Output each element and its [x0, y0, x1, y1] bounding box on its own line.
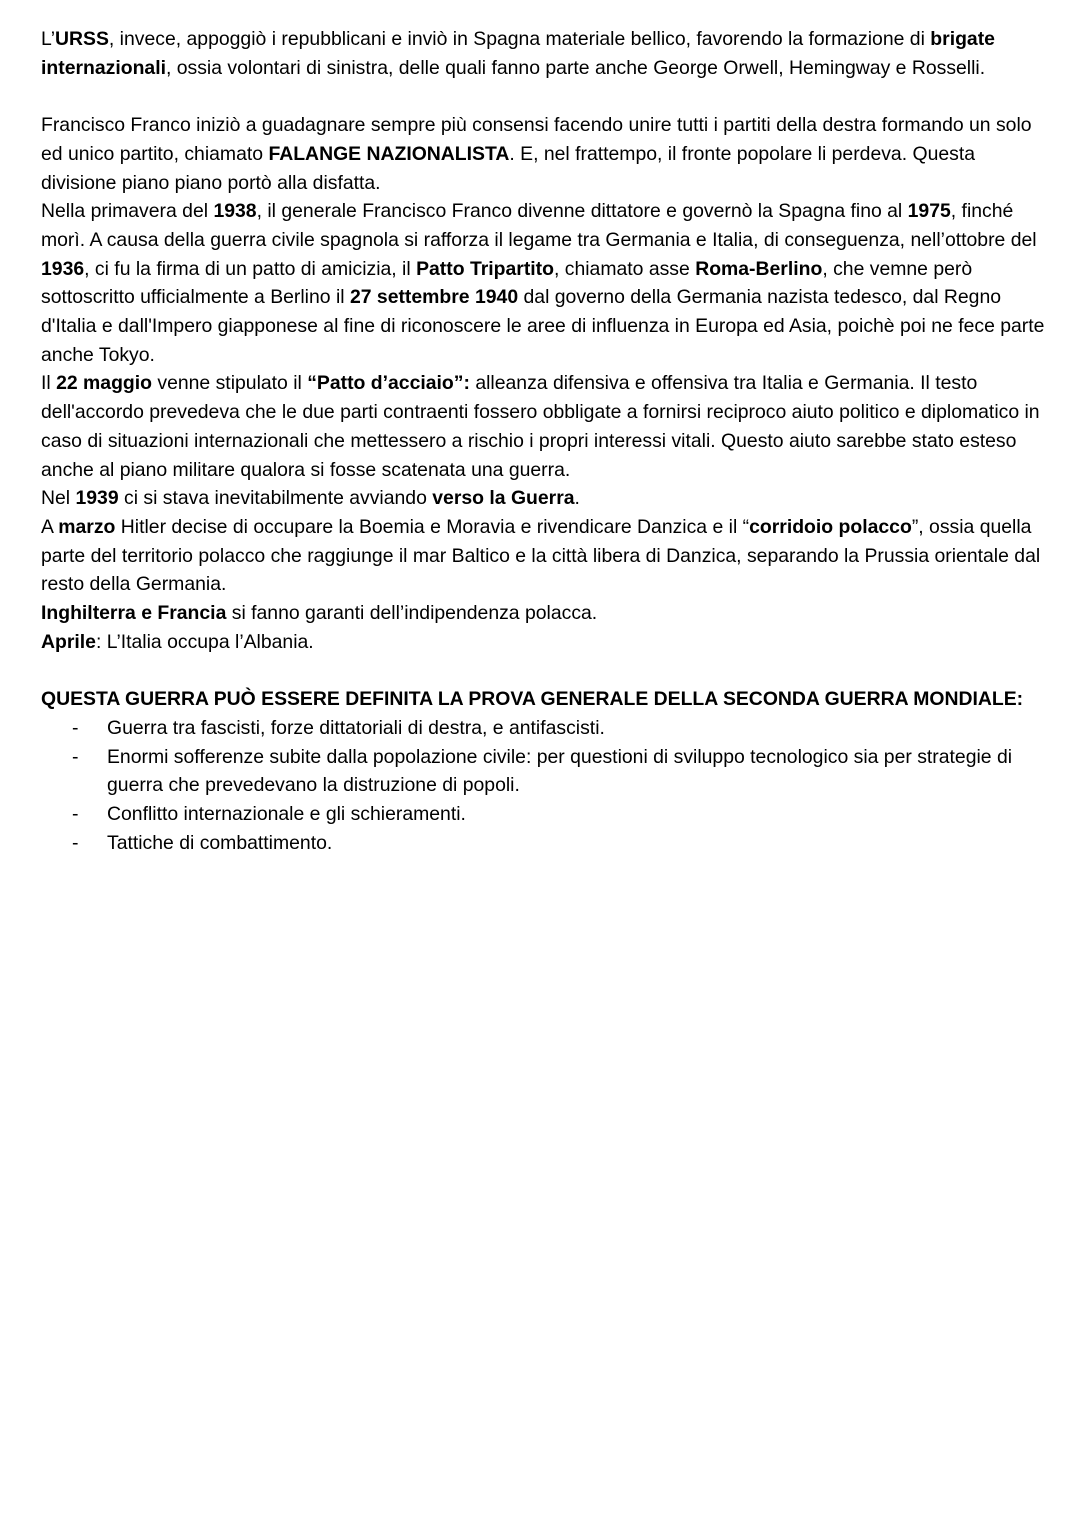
bullet-item [41, 743, 1050, 800]
text-segment: , il generale Francisco Franco divenne dittatore e governò la Spagna fino al [256, 200, 908, 223]
bold-text: verso la Guerra [432, 487, 575, 510]
bold-text: URSS [55, 28, 109, 50]
bold-text: 1938 [213, 200, 257, 223]
bullet-text: Tattiche di combattimento. [107, 831, 333, 854]
section-heading: QUESTA GUERRA PUÒ ESSERE DEFINITA LA PROVA GENERALE DELLA SECONDA GUERRA MONDIALE: [41, 688, 1024, 711]
text-segment: . [574, 487, 580, 510]
bullet-item [41, 800, 1050, 829]
text-segment: , invece, appoggiò i repubblicani e inviò in Spagna materiale bellico, favorendo la formazione di [108, 28, 931, 50]
bullet-text: Enormi sofferenze subite dalla popolazione civile: per questioni di sviluppo tecnologico sia per strategie di guerra che prevedevano la distruzione di popoli. [107, 745, 1013, 797]
bold-text: 1936 [41, 257, 85, 280]
paragraph [41, 25, 1050, 82]
bullet-text: Guerra tra fascisti, forze dittatoriali di destra, e antifascisti. [107, 716, 605, 739]
text-segment: ”, ossia quella parte del territorio polacco che raggiunge il mar Baltico e la città libera di Danzica, separando la Prussia orientale dal resto della Germania. [41, 515, 1041, 596]
document-body [41, 25, 1050, 685]
paragraph [41, 513, 1050, 599]
bold-text: Roma-Berlino [695, 257, 823, 280]
paragraph [41, 484, 1050, 513]
text-segment: , finché morì. A causa della guerra civile spagnola si rafforza il legame tra Germania e Italia, di conseguenza, nell’ottobre del [41, 200, 1037, 251]
text-segment: venne stipulato il [152, 372, 308, 395]
bullet-dash-icon: - [72, 716, 79, 739]
text-segment: alleanza difensiva e offensiva tra Italia e Germania. Il testo dell'accordo prevedeva che le due parti contraenti fossero obbligate a fornirsi reciproco aiuto politico e diplomatico in caso di situazioni internazionali che mettessero a rischio i propri interessi vitali. Questo aiuto sarebbe stato esteso anche al piano militare qualora si fosse scatenata una guerra. [41, 372, 1040, 481]
paragraph-spacer [41, 656, 1050, 685]
bullet-dash-icon: - [72, 831, 79, 854]
bullet-text: Conflitto internazionale e gli schieramenti. [107, 802, 466, 825]
paragraph [41, 599, 1050, 628]
bold-text: Aprile [41, 630, 96, 653]
bold-text: “Patto d’acciaio”: [307, 372, 470, 395]
text-segment: Francisco Franco iniziò a guadagnare sempre più consensi facendo unire tutti i partiti della destra formando un solo ed unico partito, chiamato [41, 114, 1032, 165]
text-segment: , chiamato asse [553, 257, 696, 280]
text-segment: , che vemne però sottoscritto ufficialmente a Berlino il [41, 257, 973, 309]
bold-text: Inghilterra e Francia [41, 602, 227, 625]
text-segment: A [41, 515, 59, 538]
text-segment: , ossia volontari di sinistra, delle quali fanno parte anche George Orwell, Hemingway e Rosselli. [165, 56, 986, 79]
text-segment: si fanno garanti dell’indipendenza polacca. [226, 602, 598, 625]
bullet-item [41, 714, 1050, 743]
bold-text: marzo [58, 515, 116, 538]
text-segment: , ci fu la firma di un patto di amicizia, il [84, 257, 417, 280]
bold-text: FALANGE NAZIONALISTA [268, 142, 510, 165]
text-segment: Hitler decise di occupare la Boemia e Moravia e rivendicare Danzica e il “ [115, 515, 750, 538]
bullet-dash-icon: - [72, 802, 79, 825]
paragraph [41, 628, 1050, 657]
text-segment: L’ [41, 28, 56, 50]
bold-text: 27 settembre 1940 [349, 286, 519, 309]
text-segment: Nel [41, 487, 76, 510]
bold-text: Patto Tripartito [416, 257, 554, 280]
text-segment: . E, nel frattempo, il fronte popolare li perdeva. Questa divisione piano piano portò alla disfatta. [41, 142, 976, 194]
paragraph [41, 111, 1050, 197]
bullet-item [41, 829, 1050, 858]
text-segment: ci si stava inevitabilmente avviando [118, 487, 433, 510]
paragraph [41, 369, 1050, 484]
bold-text: brigate internazionali [41, 28, 995, 79]
bold-text: 22 maggio [56, 372, 152, 395]
paragraph [41, 197, 1050, 369]
bold-text: corridoio polacco [749, 515, 912, 538]
bold-text: 1939 [75, 487, 119, 510]
paragraph-spacer [41, 82, 1050, 111]
bullet-list [41, 714, 1050, 858]
text-segment: Il [41, 372, 57, 395]
text-segment: Nella primavera del [41, 200, 214, 223]
bullet-dash-icon: - [72, 745, 79, 768]
text-segment: : L’Italia occupa l’Albania. [95, 630, 314, 653]
text-segment: dal governo della Germania nazista tedesco, dal Regno d'Italia e dall'Impero giapponese al fine di riconoscere le aree di influenza in Europa ed Asia, poichè poi ne fece parte anche Tokyo. [41, 286, 1045, 366]
bold-text: 1975 [907, 200, 951, 223]
